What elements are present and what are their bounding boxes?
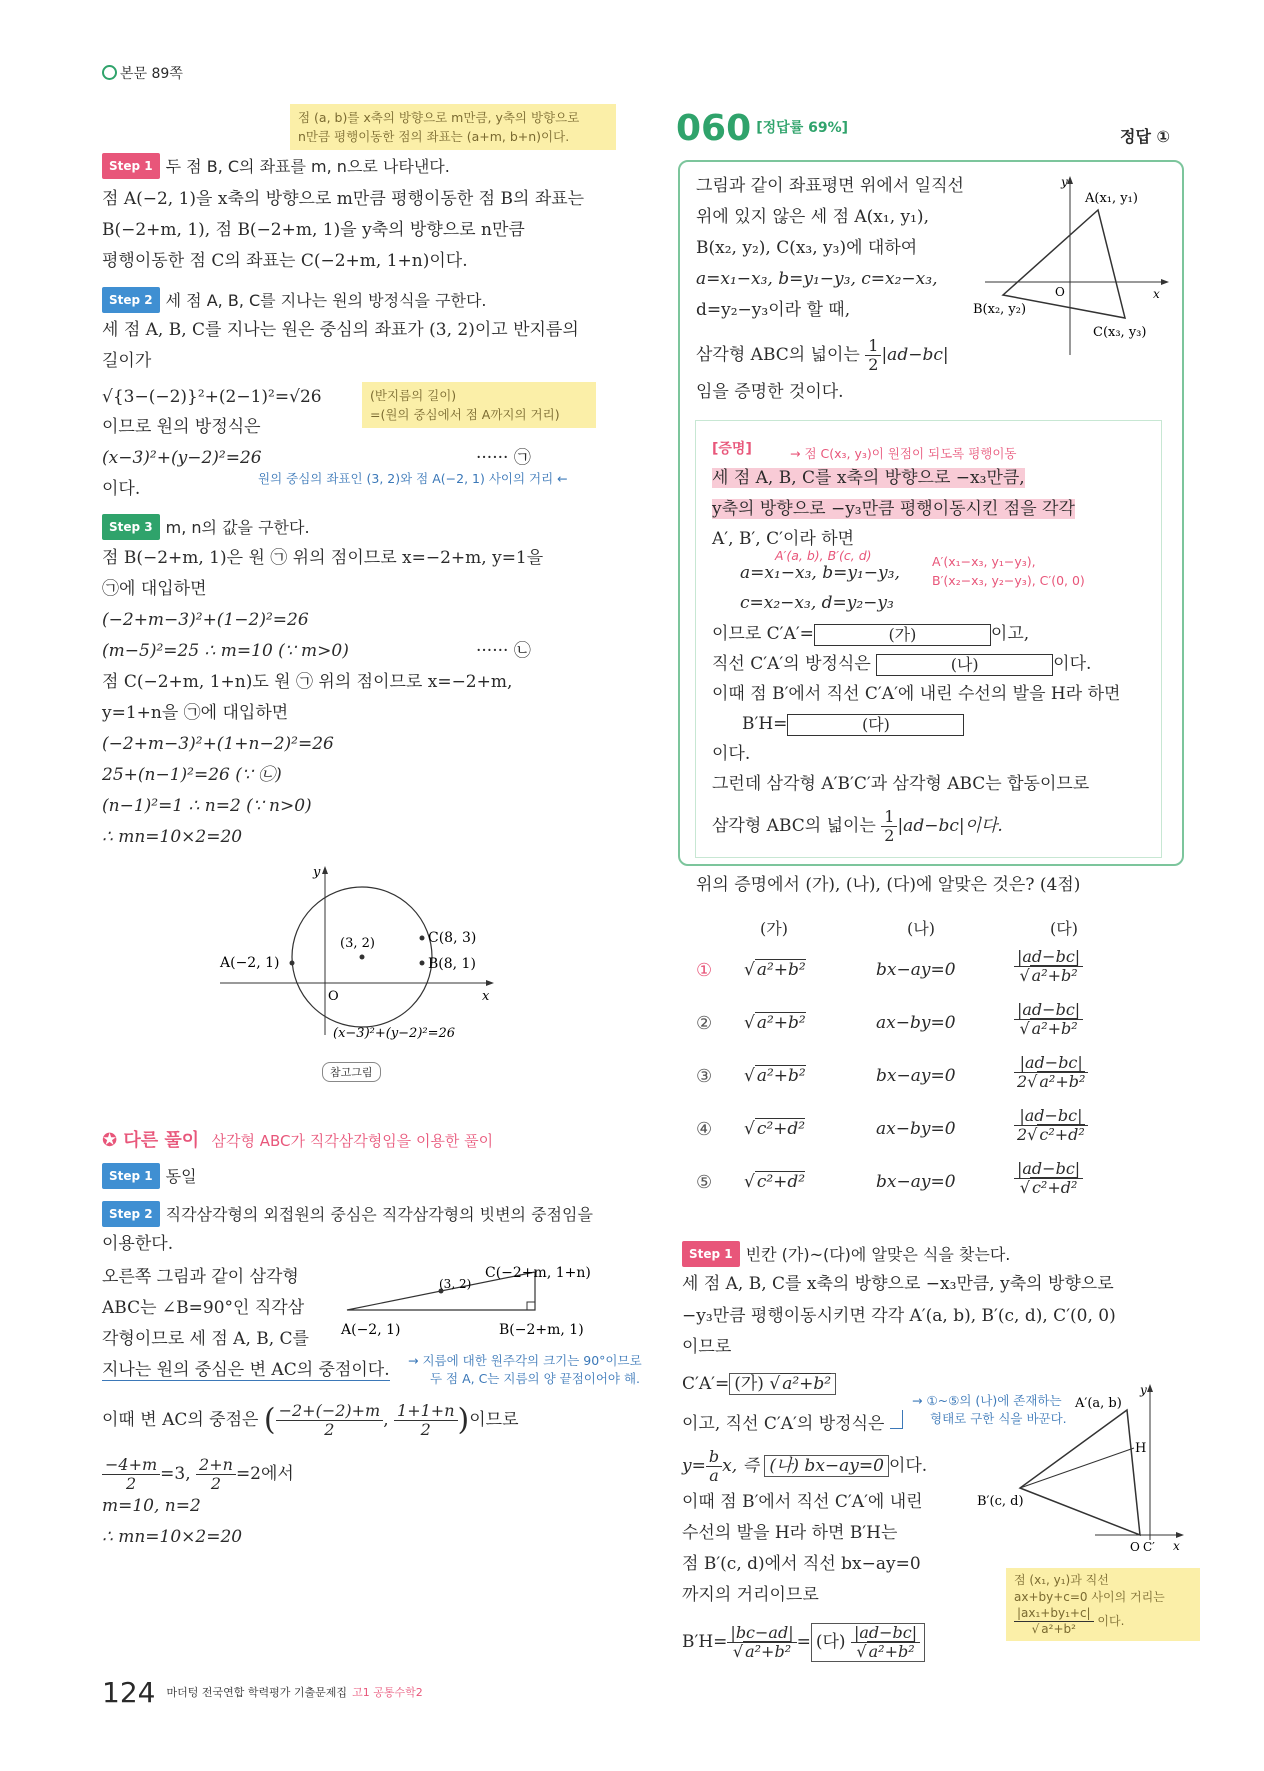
y-label: y	[313, 865, 321, 880]
option-number: ⑤	[696, 1172, 713, 1193]
text-line: 수선의 발을 H라 하면 B′H는	[682, 1523, 898, 1543]
text-line: 세 점 A, B, C를 지나는 원은 중심의 좌표가 (3, 2)이고 반지름의	[102, 320, 579, 340]
problem-number: 060	[676, 108, 752, 149]
blank-da: (다)	[787, 714, 964, 736]
text-line: d=y₂−y₃이라 할 때,	[696, 300, 851, 320]
proof-area-line: 삼각형 ABC의 넓이는 $\frac{1}{2}$ |ad−bc|이다.	[712, 807, 1003, 845]
math-line: 25+(n−1)²=26 (∵ ㉡)	[102, 765, 282, 785]
coords-note: A′(x₁−x₃, y₁−y₃), B′(x₂−x₃, y₂−y₃), C′(0, 0)	[932, 554, 1085, 588]
math-line: a=x₁−x₃, b=y₁−y₃, c=x₂−x₃,	[696, 269, 938, 289]
option-row[interactable]	[696, 999, 1166, 1049]
midpoint-line: 이때 변 AC의 중점은 ( $\frac{-2+(-2)+m}{2}$ , $\frac{1+1+n}{2}$ )이므로	[102, 1401, 519, 1439]
option-da: $\frac{|ad-bc|}{\text{√ a²+b²}}$	[1014, 1001, 1083, 1038]
point-c	[420, 936, 425, 941]
math-line: m=10, n=2	[102, 1496, 201, 1516]
y-label: y	[1140, 1383, 1147, 1397]
translate-note: → 점 C(x₃, y₃)이 원점이 되도록 평행이동	[790, 446, 1017, 461]
origin-label: O	[1130, 1540, 1140, 1554]
math-line: ∴ mn=10×2=20	[102, 1527, 243, 1547]
footer	[102, 1676, 423, 1709]
x-label: x	[1173, 1539, 1180, 1553]
label-giyeok: ······ ㉠	[476, 448, 531, 468]
distance-formula-box: 점 (x₁, y₁)과 직선 ax+by+c=0 사이의 거리는 $\frac{\text{|ax₁+by₁+c|}}{\text{√ a²+b²}}$ 이다.	[1006, 1568, 1200, 1641]
b-label: B(−2+m, 1)	[499, 1322, 584, 1338]
book-title: 마더텅 전국연합 학력평가 기출문제집	[166, 1686, 348, 1699]
math-line: a=x₁−x₃, b=y₁−y₃,	[740, 563, 900, 583]
center-label: (3, 2)	[340, 936, 375, 951]
option-da: $\frac{|ad-bc|}{\text{√ c²+d²}}$	[1014, 1160, 1083, 1197]
text-line: 평행이동한 점 C의 좌표는 C(−2+m, 1+n)이다.	[102, 251, 468, 271]
text-line: ABC는 ∠B=90°인 직각삼	[102, 1298, 305, 1318]
sol-step1-heading: Step 1 빈칸 (가)~(다)에 알맞은 식을 찾는다.	[682, 1241, 1010, 1267]
arrow-left-icon: ←	[557, 471, 568, 486]
math-line: √{3−(−2)}²+(2−1)²=√26	[102, 387, 322, 407]
blue-note: → ①~⑤의 (나)에 존재하는 형태로 구한 식을 바꾼다.	[912, 1393, 1067, 1426]
circle-equation: (x−3)²+(y−2)²=26	[102, 448, 262, 468]
math-line: c=x₂−x₃, d=y₂−y₃	[740, 593, 894, 613]
text-line: 이용한다.	[102, 1234, 174, 1254]
point-a	[290, 961, 295, 966]
text-line: 이므로	[682, 1337, 732, 1357]
option-ga: √ c²+d²	[744, 1119, 806, 1139]
sol-line-na: 이고, 직선 C′A′의 방정식은	[682, 1410, 903, 1436]
text-line: B(−2+m, 1), 점 B(−2+m, 1)을 y축의 방향으로 n만큼	[102, 220, 525, 240]
c-label: C(8, 3)	[428, 930, 477, 946]
option-da: $\frac{|ad-bc|}{\text{2√ a²+b²}}$	[1014, 1054, 1088, 1091]
alt-step1-heading: Step 1 동일	[102, 1163, 197, 1189]
col-head-na: (나)	[907, 919, 935, 938]
option-na: ax−by=0	[876, 1119, 956, 1139]
translation-note: 점 (a, b)를 x축의 방향으로 m만큼, y축의 방향으로 n만큼 평행이동한 점의 좌표는 (a+m, b+n)이다.	[290, 104, 616, 150]
option-na: bx−ay=0	[876, 1066, 956, 1086]
y-arrow-icon	[1067, 176, 1073, 184]
math-line: ∴ mn=10×2=20	[102, 827, 243, 847]
option-na: ax−by=0	[876, 1013, 956, 1033]
math-line: (−2+m−3)²+(1+n−2)²=26	[102, 734, 334, 754]
text-line: 점 C(−2+m, 1+n)도 원 ㉠ 위의 점이므로 x=−2+m,	[102, 672, 513, 692]
option-ga: √ a²+b²	[744, 1013, 806, 1033]
radius-note: (반지름의 길이) =(원의 중심에서 점 A까지의 거리)	[362, 382, 596, 428]
point-b	[420, 961, 425, 966]
c-label: C′	[1143, 1540, 1155, 1554]
col-head-ga: (가)	[760, 919, 788, 938]
sol-distance-line: B′H= $\frac{|bc-ad|}{\text{√ a²+b²}}$ = (다) $\frac{|ad-bc|}{\text{√ a²+b²}}$	[682, 1618, 925, 1666]
page-number: 124	[102, 1676, 156, 1709]
text-line: 지나는 원의 중심은 변 AC의 중점이다.	[102, 1360, 390, 1380]
x-arrow-icon	[1176, 1532, 1184, 1538]
a-label: A′(a, b)	[1075, 1396, 1122, 1411]
y-label: y	[1061, 175, 1068, 189]
b-label: B(x₂, y₂)	[973, 302, 1027, 317]
step3-heading: Step 3 m, n의 값을 구한다.	[102, 514, 310, 540]
option-na: bx−ay=0	[876, 960, 956, 980]
text-line: 각형이므로 세 점 A, B, C를	[102, 1329, 309, 1349]
circle-graph	[200, 860, 500, 1080]
origin-label: O	[1055, 285, 1065, 299]
proof-line-1: 세 점 A, B, C를 x축의 방향으로 −x₃만큼,	[712, 468, 1025, 488]
step2-heading: Step 2 세 점 A, B, C를 지나는 원의 방정식을 구한다.	[102, 287, 487, 313]
proof-line-3: A′, B′, C′이라 하면	[712, 529, 855, 549]
x-arrow-icon	[486, 980, 494, 986]
proof-line: 그런데 삼각형 A′B′C′과 삼각형 ABC는 합동이므로	[712, 774, 1090, 794]
option-number: ①	[696, 960, 713, 981]
label-nieun: ······ ㉡	[476, 641, 531, 661]
sol-na-line: y= $\frac{b}{a}$ x, 즉 (나) bx−ay=0 이다.	[682, 1447, 928, 1485]
distance-note: 원의 중심의 좌표인 (3, 2)와 점 A(−2, 1) 사이의 거리 ←	[258, 471, 568, 486]
question-text: 위의 증명에서 (가), (나), (다)에 알맞은 것은? (4점)	[696, 875, 1081, 895]
step1-heading: Step 1 두 점 B, C의 좌표를 m, n으로 나타낸다.	[102, 153, 450, 179]
math-line: (m−5)²=25 ∴ m=10 (∵ m>0)	[102, 641, 349, 661]
text-line: 오른쪽 그림과 같이 삼각형	[102, 1267, 299, 1287]
x-arrow-icon	[1161, 279, 1169, 285]
problem-header	[676, 108, 848, 149]
text-line: 까지의 거리이므로	[682, 1585, 819, 1605]
triangle-figure	[335, 1262, 625, 1342]
proof-line-2: y축의 방향으로 −y₃만큼 평행이동시킨 점을 각각	[712, 499, 1075, 519]
proof-blank3-line: B′H= (다)	[742, 712, 964, 736]
text-line: −y₃만큼 평행이동시키면 각각 A′(a, b), B′(c, d), C′(0, 0)	[682, 1306, 1116, 1326]
proof-line: 이때 점 B′에서 직선 C′A′에 내린 수선의 발을 H라 하면	[712, 684, 1121, 704]
text-line: ㉠에 대입하면	[102, 579, 207, 599]
a-label: A(−2, 1)	[341, 1322, 401, 1338]
option-row[interactable]	[696, 1158, 1166, 1208]
text-line: 길이가	[102, 351, 152, 371]
option-na: bx−ay=0	[876, 1172, 956, 1192]
proof-tag: [증명]	[712, 441, 752, 457]
b-label: B(8, 1)	[428, 956, 476, 972]
option-ga: √ c²+d²	[744, 1172, 806, 1192]
right-angle-mark	[527, 1302, 535, 1310]
math-line: (n−1)²=1 ∴ n=2 (∵ n>0)	[102, 796, 312, 816]
reference-figure-tag: 참고그림	[322, 1062, 381, 1082]
arrow-right-icon: →	[790, 446, 801, 461]
options-list	[696, 946, 1166, 1216]
text-line: 점 B′(c, d)에서 직선 bx−ay=0	[682, 1554, 921, 1574]
ref-icon	[102, 65, 117, 80]
option-row[interactable]	[696, 1105, 1166, 1155]
proof-line: 이다.	[712, 744, 751, 764]
subject-label: 고1 공통수학2	[352, 1686, 423, 1699]
option-row[interactable]	[696, 946, 1166, 996]
triangle	[1020, 1410, 1140, 1535]
c-label: C(−2+m, 1+n)	[485, 1265, 591, 1281]
option-da: $\frac{|ad-bc|}{\text{√ a²+b²}}$	[1014, 948, 1083, 985]
option-number: ②	[696, 1013, 713, 1034]
ab-note: A′(a, b), B′(c, d)	[775, 548, 872, 563]
text-line: y=1+n을 ㉠에 대입하면	[102, 703, 289, 723]
math-line: (−2+m−3)²+(1−2)²=26	[102, 610, 309, 630]
blank-na: (나)	[876, 654, 1053, 676]
b-label: B′(c, d)	[977, 1494, 1024, 1509]
text-line: B(x₂, y₂), C(x₃, y₃)에 대하여	[696, 238, 918, 258]
correct-rate: [정답률 69%]	[756, 120, 849, 136]
col-head-da: (다)	[1050, 919, 1078, 938]
area-line: 삼각형 ABC의 넓이는 $\frac{1}{2}$ |ad−bc|	[696, 336, 949, 374]
text-line: 그림과 같이 좌표평면 위에서 일직선	[696, 176, 964, 196]
fraction-line: $\frac{-4+m}{2}$ =3, $\frac{2+n}{2}$ =2에서	[102, 1452, 294, 1496]
option-number: ③	[696, 1066, 713, 1087]
diameter-note: → 지름에 대한 원주각의 크기는 90°이므로 두 점 A, C는 지름의 양 끝점이어야 해.	[408, 1353, 642, 1386]
x-label: x	[1153, 287, 1160, 301]
y-arrow-icon	[1147, 1384, 1153, 1392]
option-ga: √ a²+b²	[744, 960, 806, 980]
text-line: 임을 증명한 것이다.	[696, 382, 844, 402]
equation-label: (x−3)²+(y−2)²=26	[333, 1026, 456, 1041]
text-line: 이다.	[102, 479, 141, 499]
y-arrow-icon	[322, 866, 328, 874]
option-row[interactable]	[696, 1052, 1166, 1102]
proof-blank1-line: 이므로 C′A′= (가) 이고,	[712, 624, 1030, 644]
proof-blank2-line: 직선 C′A′의 방정식은 (나) 이다.	[712, 654, 1092, 674]
origin-label: O	[328, 989, 339, 1004]
text-line: 점 B(−2+m, 1)은 원 ㉠ 위의 점이므로 x=−2+m, y=1을	[102, 548, 544, 568]
a-label: A(−2, 1)	[220, 955, 280, 971]
alt-solution-heading: ✪ 다른 풀이 삼각형 ABC가 직각삼각형임을 이용한 풀이	[102, 1130, 494, 1151]
text-line: 이므로 원의 방정식은	[102, 417, 261, 437]
arrow-right-icon: →	[408, 1353, 419, 1368]
answer-label: 정답 ①	[1120, 127, 1171, 146]
option-ga: √ a²+b²	[744, 1066, 806, 1086]
x-label: x	[482, 989, 490, 1004]
arrow-right-icon: →	[912, 1393, 923, 1408]
perpendicular	[1020, 1448, 1134, 1488]
triangle-coordinate-figure	[965, 170, 1175, 360]
sol-ga-line: C′A′= (가) √ a²+b²	[682, 1372, 836, 1396]
text-line: 이때 점 B′에서 직선 C′A′에 내린	[682, 1492, 923, 1512]
h-label: H	[1135, 1441, 1147, 1456]
a-label: A(x₁, y₁)	[1085, 191, 1138, 206]
text-line: 위에 있지 않은 세 점 A(x₁, y₁),	[696, 207, 929, 227]
option-number: ④	[696, 1119, 713, 1140]
text-line: 세 점 A, B, C를 x축의 방향으로 −x₃만큼, y축의 방향으로	[682, 1274, 1114, 1294]
option-da: $\frac{|ad-bc|}{\text{2√ c²+d²}}$	[1014, 1107, 1088, 1144]
c-label: C(x₃, y₃)	[1093, 325, 1147, 340]
star-icon: ✪	[102, 1130, 118, 1151]
center-label: (3, 2)	[439, 1277, 472, 1291]
text-line: 점 A(−2, 1)을 x축의 방향으로 m만큼 평행이동한 점 B의 좌표는	[102, 189, 585, 209]
page-ref: 본문 89쪽	[102, 63, 183, 83]
blank-ga: (가)	[814, 624, 991, 646]
alt-step2-heading: Step 2 직각삼각형의 외접원의 중심은 직각삼각형의 빗변의 중점임을	[102, 1201, 593, 1227]
center-point	[360, 955, 365, 960]
translated-triangle-figure	[975, 1380, 1185, 1560]
